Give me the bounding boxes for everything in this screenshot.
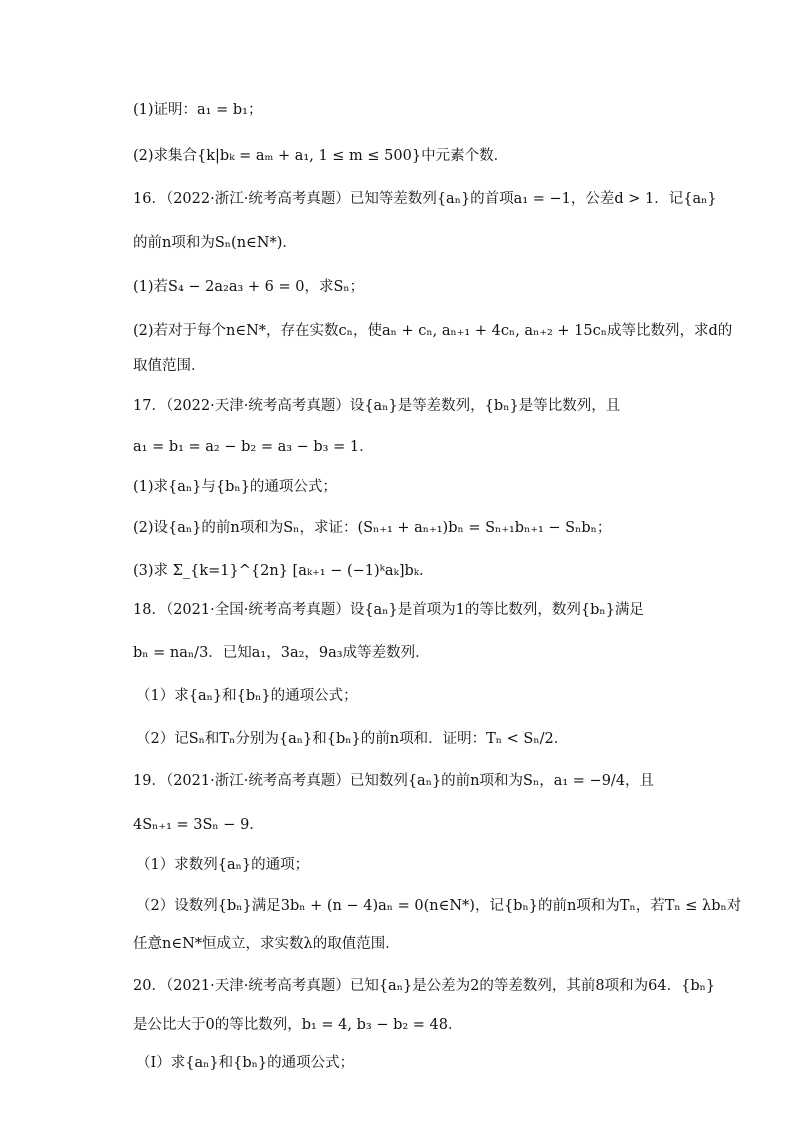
text-line: （2）记Sₙ和Tₙ分别为{aₙ}和{bₙ}的前n项和．证明：Tₙ < Sₙ/2． [136,731,569,747]
problem-16-heading: 16．（2022·浙江·统考高考真题）已知等差数列{aₙ}的首项a₁ = −1，公差d > 1．记{aₙ} [133,191,717,207]
text-line: 是公比大于0的等比数列，b₁ = 4, b₃ − b₂ = 48． [133,1017,463,1033]
text-line: 4Sₙ₊₁ = 3Sₙ − 9． [133,817,264,833]
text-line: (3)求 Σ_{k=1}^{2n} [aₖ₊₁ − (−1)ᵏaₖ]bₖ． [133,563,434,579]
text-line: (1)证明：a₁ = b₁； [133,102,263,118]
text-line: a₁ = b₁ = a₂ − b₂ = a₃ − b₃ = 1． [133,439,374,455]
text-line: (2)设{aₙ}的前n项和为Sₙ，求证：(Sₙ₊₁ + aₙ₊₁)bₙ = Sₙ₊₁bₙ₊₁ − Sₙbₙ； [133,520,612,536]
text-line: bₙ = naₙ/3．已知a₁，3a₂，9a₃成等差数列． [133,645,430,661]
text-line: (1)求{aₙ}与{bₙ}的通项公式； [133,479,337,495]
text-line: （2）设数列{bₙ}满足3bₙ + (n − 4)aₙ = 0(n∈N*)，记{bₙ}的前n项和为Tₙ，若Tₙ ≤ λbₙ对 [136,898,742,914]
problem-17-heading: 17．（2022·天津·统考高考真题）设{aₙ}是等差数列，{bₙ}是等比数列，且 [133,398,621,414]
text-line: 的前n项和为Sₙ(n∈N*)． [133,235,297,251]
text-line: 取值范围． [133,358,206,374]
text-line: （1）求数列{aₙ}的通项； [136,857,310,873]
text-line: (2)若对于每个n∈N*，存在实数cₙ，使aₙ + cₙ, aₙ₊₁ + 4cₙ, aₙ₊₂ + 15cₙ成等比数列，求d的 [133,323,733,339]
text-line: (1)若S₄ − 2a₂a₃ + 6 = 0，求Sₙ； [133,279,365,295]
problem-18-heading: 18．（2021·全国·统考高考真题）设{aₙ}是首项为1的等比数列，数列{bₙ}满足 [133,602,644,618]
problem-20-heading: 20．（2021·天津·统考高考真题）已知{aₙ}是公差为2的等差数列，其前8项和为64．{bₙ} [133,978,716,994]
text-line: （1）求{aₙ}和{bₙ}的通项公式； [136,688,358,704]
text-line: （I）求{aₙ}和{bₙ}的通项公式； [136,1055,355,1071]
text-line: (2)求集合{k|bₖ = aₘ + a₁, 1 ≤ m ≤ 500}中元素个数． [133,148,509,164]
problem-19-heading: 19．（2021·浙江·统考高考真题）已知数列{aₙ}的前n项和为Sₙ，a₁ = −9/4，且 [133,773,655,789]
text-line: 任意n∈N*恒成立，求实数λ的取值范围． [133,936,400,952]
